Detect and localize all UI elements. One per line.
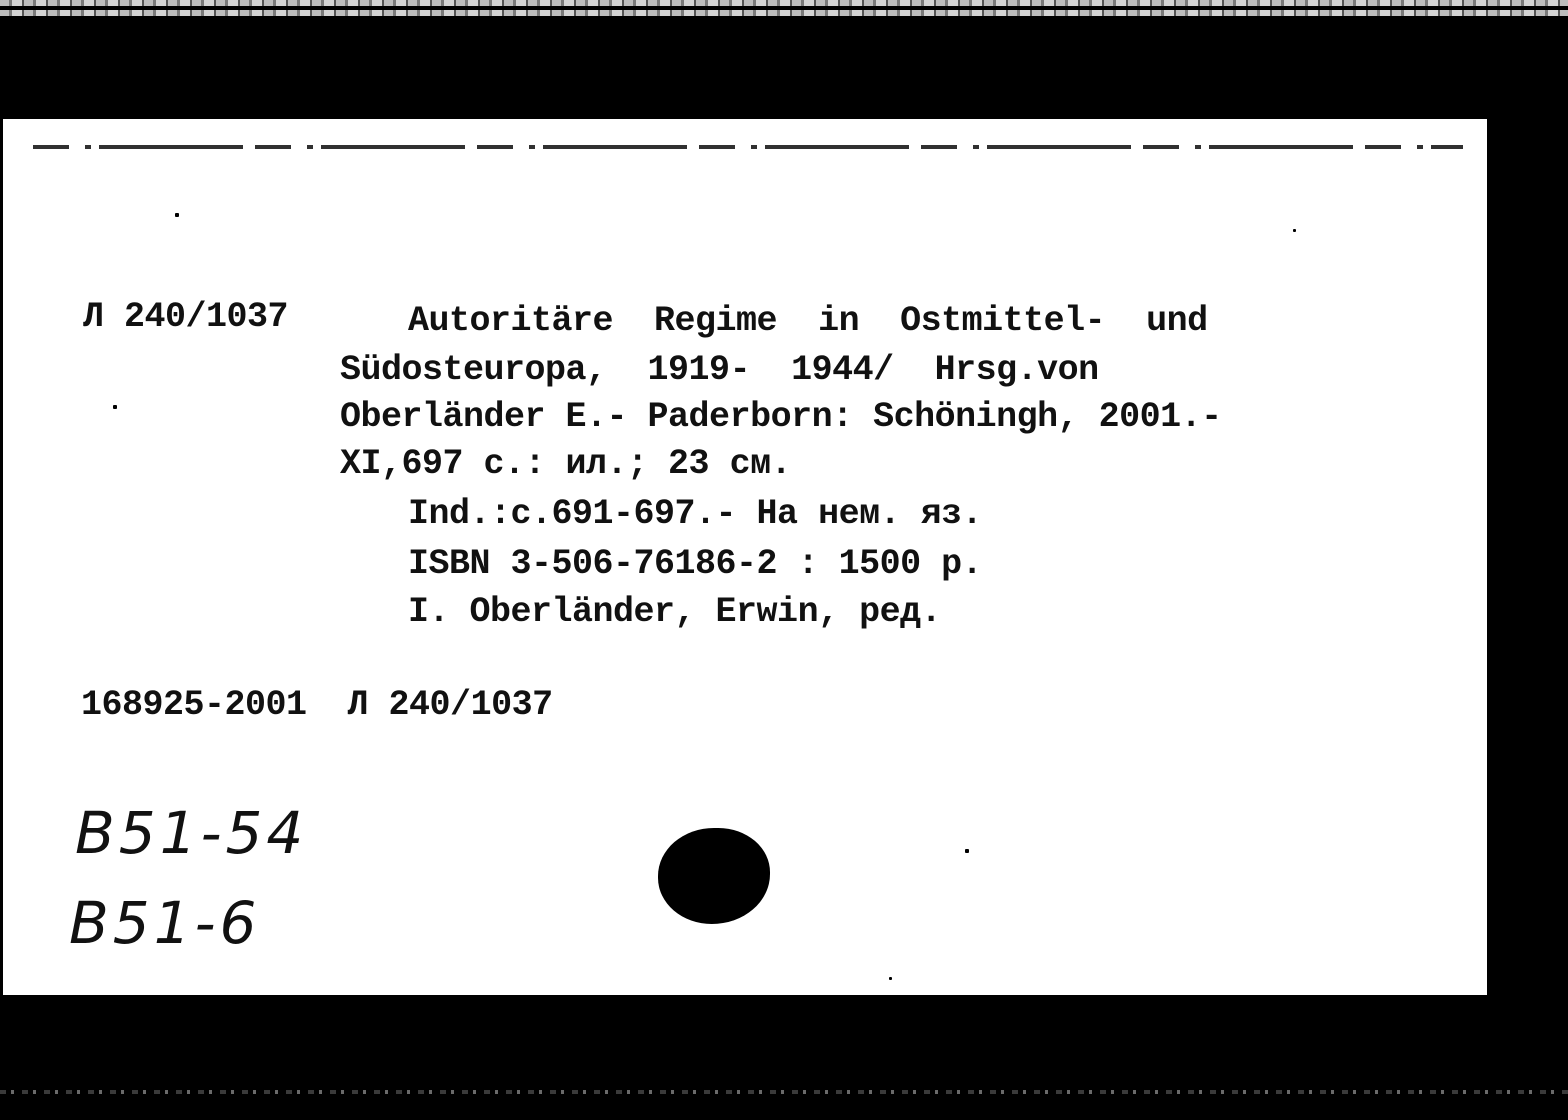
dashed-rule [33,145,1463,149]
accession-number: 168925-2001 Л 240/1037 [81,685,553,725]
entry-line-3: Oberländer E.- Paderborn: Schöningh, 2001.- [340,397,1222,437]
call-number: Л 240/1037 [83,297,289,337]
entry-line-4: XI,697 с.: ил.; 23 см. [340,444,792,484]
speck [889,977,892,980]
scan-bottom-border [0,1090,1568,1094]
note-index: Ind.:c.691-697.- На нем. яз. [408,494,983,534]
punch-hole [658,828,770,924]
handwritten-shelfmark-1: B51-54 [75,799,308,867]
entry-line-1: Autoritäre Regime in Ostmittel- und [408,301,1208,341]
speck [175,213,179,217]
speck [113,405,117,409]
note-editor: I. Oberländer, Erwin, ред. [408,592,942,632]
scan-top-border [0,0,1568,16]
entry-line-2: Südosteuropa, 1919- 1944/ Hrsg.von [340,350,1099,390]
speck [1293,229,1296,232]
note-isbn: ISBN 3-506-76186-2 : 1500 р. [408,544,983,584]
handwritten-shelfmark-2: B51-6 [69,889,261,957]
speck [965,849,969,853]
catalog-card [3,119,1487,995]
